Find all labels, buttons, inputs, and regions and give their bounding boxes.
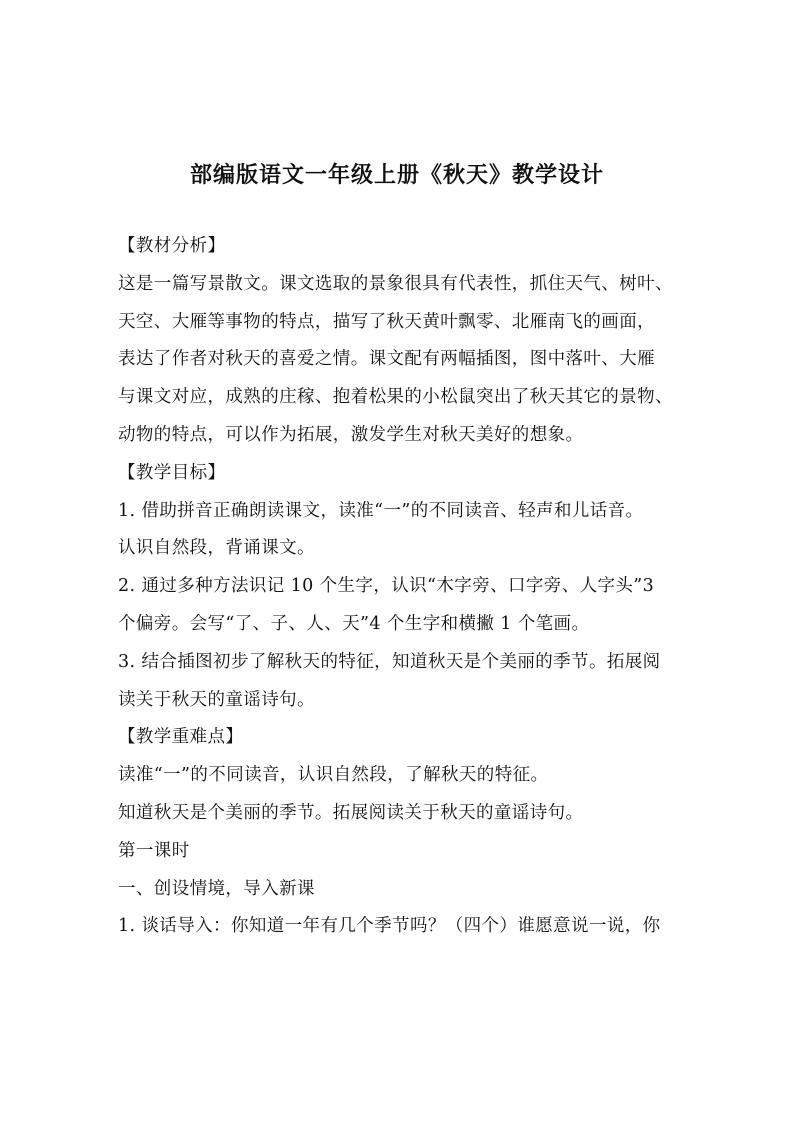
goal-item-line: 读关于秋天的童谣诗句。 <box>118 689 315 710</box>
document-title: 部编版语文一年级上册《秋天》教学设计 <box>189 163 604 188</box>
paragraph-line: 知道秋天是个美丽的季节。拓展阅读关于秋天的童谣诗句。 <box>118 802 584 823</box>
goal-item-line: 2. 通过多种方法识记 10 个生字，认识“木字旁、口字旁、人字头”3 <box>118 576 655 597</box>
step-item-line: 1. 谈话导入：你知道一年有几个季节吗？（四个）谁愿意说一说，你 <box>118 916 661 937</box>
section-heading-key-points: 【教学重难点】 <box>118 727 244 748</box>
goal-item-line: 3. 结合插图初步了解秋天的特征，知道秋天是个美丽的季节。拓展阅 <box>118 651 661 672</box>
paragraph-line: 读准“一”的不同读音，认识自然段，了解秋天的特征。 <box>118 765 549 786</box>
paragraph-line: 与课文对应，成熟的庄稼、抱着松果的小松鼠突出了秋天其它的景物、 <box>118 387 673 408</box>
paragraph-line: 这是一篇写景散文。课文选取的景象很具有代表性，抓住天气、树叶、 <box>118 273 673 294</box>
goal-item-line: 个偏旁。会写“了、子、人、天”4 个生字和横撇 1 个笔画。 <box>118 613 590 634</box>
paragraph-line: 动物的特点，可以作为拓展，激发学生对秋天美好的想象。 <box>118 424 584 445</box>
document-body <box>118 228 700 946</box>
goal-item-line: 认识自然段，背诵课文。 <box>118 538 315 559</box>
paragraph-line: 天空、大雁等事物的特点，描写了秋天黄叶飘零、北雁南飞的画面， <box>118 311 655 332</box>
step-heading: 一、创设情境，导入新课 <box>118 878 315 899</box>
section-heading-goals: 【教学目标】 <box>118 462 226 483</box>
lesson-heading: 第一课时 <box>118 840 190 861</box>
paragraph-line: 表达了作者对秋天的喜爱之情。课文配有两幅插图，图中落叶、大雁 <box>118 349 655 370</box>
section-heading-analysis: 【教材分析】 <box>118 236 226 256</box>
goal-item-line: 1. 借助拼音正确朗读课文，读准“一”的不同读音、轻声和儿话音。 <box>118 500 644 521</box>
